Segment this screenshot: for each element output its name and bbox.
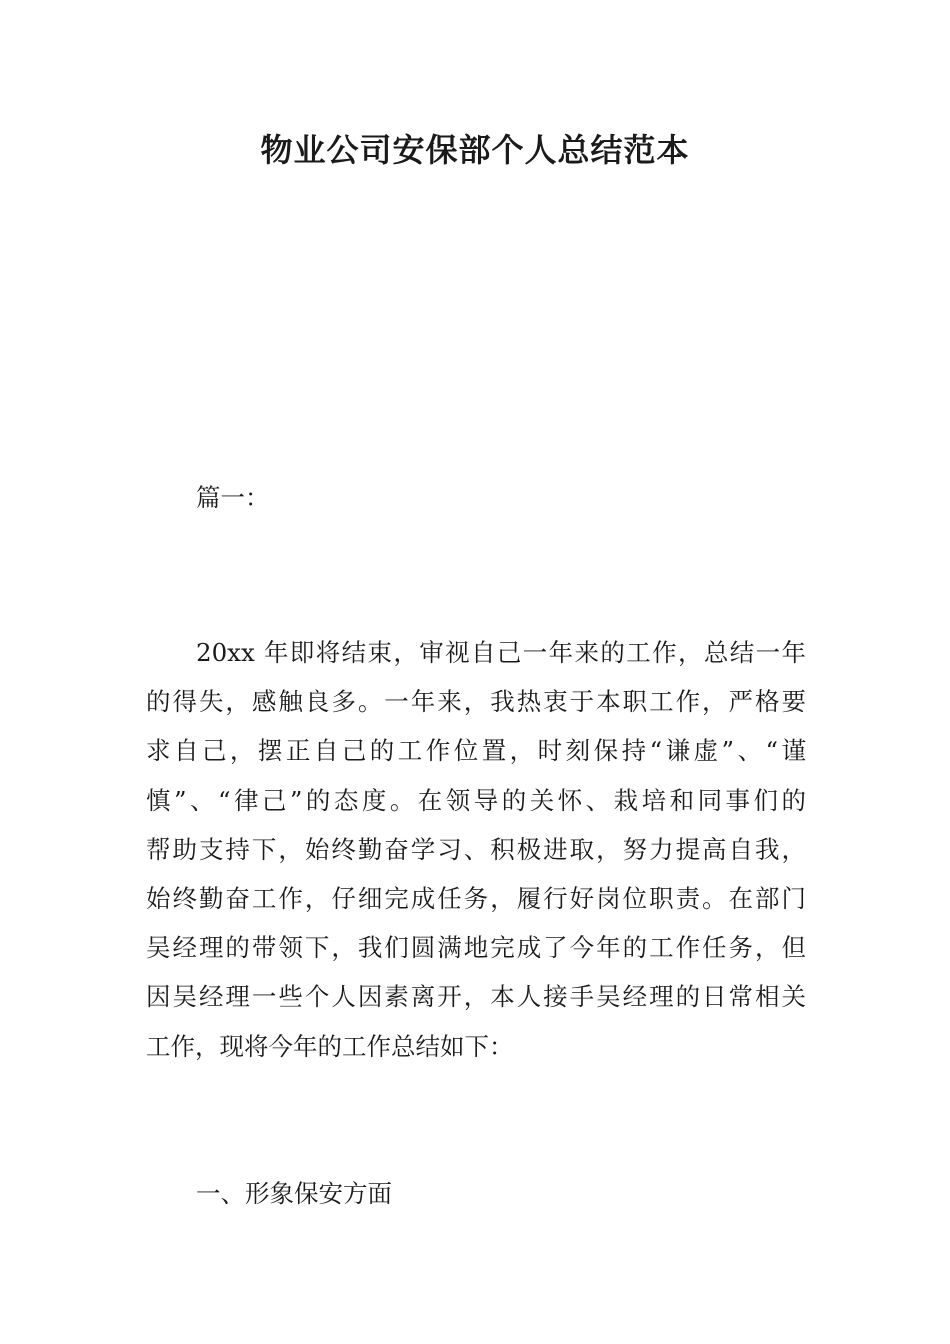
document-title: 物业公司安保部个人总结范本 — [260, 131, 690, 169]
paragraph-line: 工作，现将今年的工作总结如下： — [146, 1031, 514, 1061]
paragraph-line: 的得失，感触良多。一年来，我热衷于本职工作，严格要 — [146, 687, 806, 717]
body-paragraph — [146, 628, 806, 1071]
paragraph-line: 吴经理的带领下，我们圆满地完成了今年的工作任务，但 — [146, 933, 806, 963]
paragraph-line: 20xx 年即将结束，审视自己一年来的工作，总结一年 — [196, 638, 806, 667]
section-label: 篇一： — [196, 483, 270, 512]
section-subheading: 一、形象保安方面 — [196, 1179, 392, 1208]
paragraph-line: 因吴经理一些个人因素离开，本人接手吴经理的日常相关 — [146, 982, 806, 1012]
paragraph-line: 帮助支持下，始终勤奋学习、积极进取，努力提高自我， — [146, 834, 806, 864]
paragraph-line: 始终勤奋工作，仔细完成任务，履行好岗位职责。在部门 — [146, 884, 806, 914]
paragraph-line: 求自己，摆正自己的工作位置，时刻保持“谦虚”、“谨 — [146, 736, 806, 766]
paragraph-line: 慎”、“律己”的态度。在领导的关怀、栽培和同事们的 — [146, 785, 806, 815]
